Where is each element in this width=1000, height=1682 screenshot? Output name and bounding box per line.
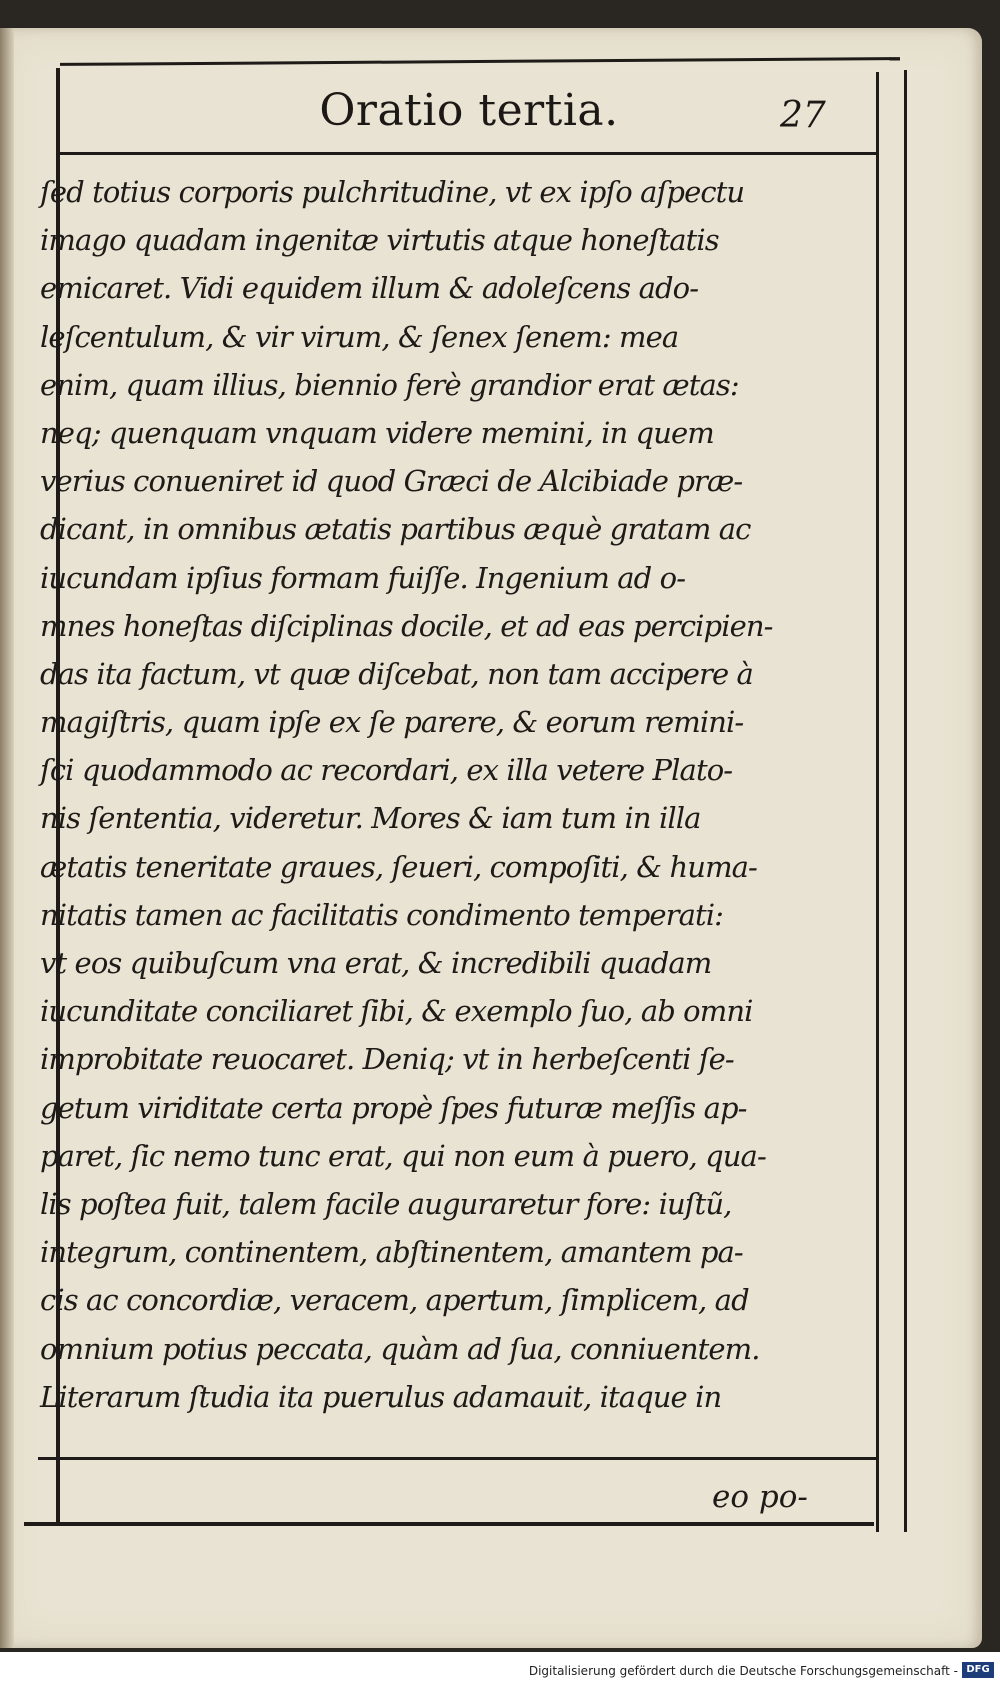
text-line: ſci quodammodo ac recordari, ex illa vetere Plato-	[40, 753, 733, 788]
text-line: nitatis tamen ac facilitatis condimento temperati:	[40, 897, 724, 932]
text-line: magiſtris, quam ipſe ex ſe parere, & eorum remini-	[40, 705, 744, 740]
page-number: 27	[780, 95, 826, 136]
text-line: paret, ſic nemo tunc erat, qui non eum à puero, qua-	[40, 1138, 766, 1173]
text-line: ſed totius corporis pulchritudine, vt ex ipſo aſpectu	[40, 175, 745, 209]
header-rule	[60, 152, 878, 155]
page-spine-shadow	[0, 28, 14, 1648]
frame-right-outer-rule	[904, 70, 907, 1532]
footer-rule	[38, 1457, 878, 1460]
text-line: leſcentulum, & vir virum, & ſenex ſenem: mea	[40, 319, 679, 354]
text-line: iucunditate conciliaret ſibi, & exemplo ſuo, ab omni	[40, 994, 753, 1029]
text-line: ætatis teneritate graues, ſeueri, compoſiti, & huma-	[40, 849, 757, 884]
text-line: emicaret. Vidi equidem illum & adoleſcens ado-	[40, 271, 699, 306]
text-line: neq; quenquam vnquam videre memini, in quem	[40, 415, 714, 450]
text-line: lis poſtea fuit, talem facile auguraretur fore: iuſtũ,	[40, 1186, 732, 1221]
text-line: iucundam ipſius formam fuiſſe. Ingenium ad o-	[40, 560, 686, 595]
running-head-title: Oratio tertia.	[319, 85, 619, 136]
text-line: dicant, in omnibus ætatis partibus æquè gratam ac	[40, 512, 751, 547]
catchword: eo po-	[712, 1479, 808, 1515]
body-text	[40, 168, 872, 1421]
text-line: Literarum ſtudia ita puerulus adamauit, itaque in	[40, 1379, 722, 1414]
text-line: omnium potius peccata, quàm ad ſua, conniuentem.	[40, 1331, 760, 1366]
frame-right-inner-rule	[876, 72, 879, 1532]
text-line: vt eos quibuſcum vna erat, & incredibili quadam	[40, 946, 712, 980]
text-line: improbitate reuocaret. Deniq; vt in herbeſcenti ſe-	[40, 1042, 734, 1077]
text-line: integrum, continentem, abſtinentem, amantem pa-	[40, 1235, 743, 1270]
text-line: cis ac concordiæ, veracem, apertum, ſimplicem, ad	[40, 1283, 749, 1318]
text-line: imago quadam ingenitæ virtutis atque honeſtatis	[40, 223, 719, 258]
text-line: enim, quam illius, biennio ferè grandior erat ætas:	[40, 367, 739, 402]
text-line: nis ſententia, videretur. Mores & iam tum in illa	[40, 801, 701, 836]
frame-bottom-rule	[24, 1522, 874, 1526]
digitization-credit: Digitalisierung gefördert durch die Deutsche Forschungsgemeinschaft -	[528, 1664, 958, 1678]
text-line: das ita factum, vt quæ diſcebat, non tam accipere à	[40, 656, 753, 691]
text-line: verius conueniret id quod Græci de Alcibiade præ-	[40, 464, 743, 499]
text-line: getum viriditate certa propè ſpes futuræ meſſis ap-	[40, 1090, 747, 1125]
text-line: mnes honeſtas diſciplinas docile, et ad eas percipien-	[40, 608, 773, 643]
dfg-logo: DFG	[962, 1662, 994, 1678]
